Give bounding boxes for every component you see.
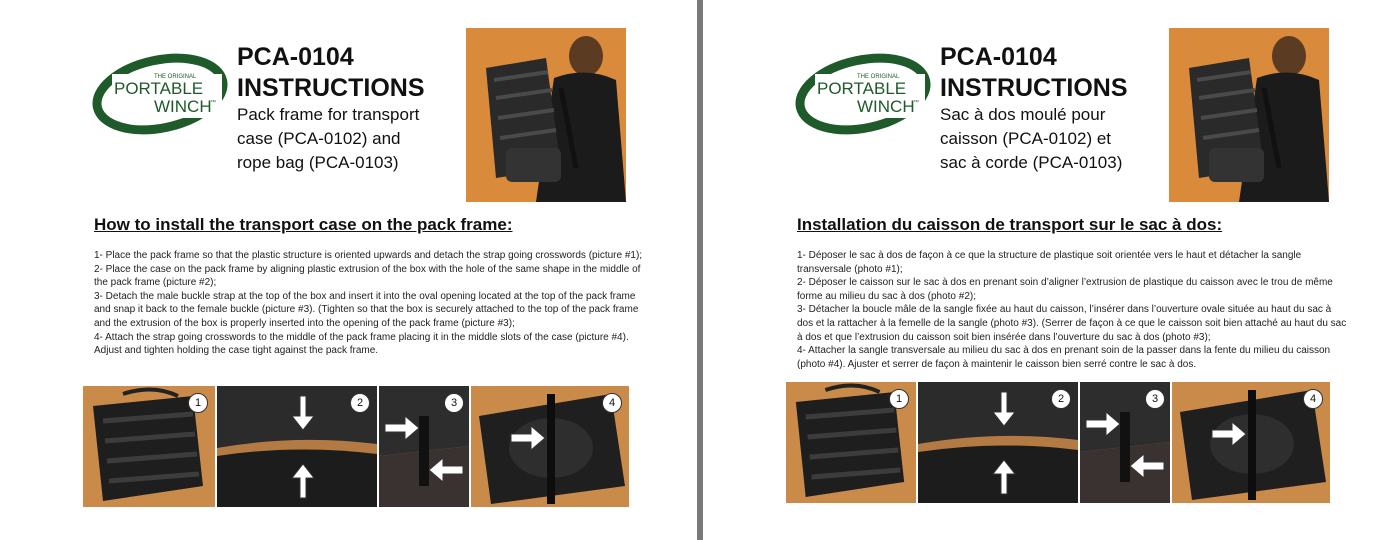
instruction-steps <box>94 249 646 358</box>
product-code: PCA-0104 <box>940 43 1057 71</box>
logo-trademark: ™ <box>210 100 216 106</box>
step-1: 1- Place the pack frame so that the plastic structure is oriented upwards and detach the strap going crosswords (picture #1); <box>94 250 643 261</box>
logo-trademark: ™ <box>913 100 919 106</box>
step-2: 2- Place the case on the pack frame by aligning plastic extrusion of the box with the hole of the same shape in the middle of the pack frame (picture #2); <box>94 263 641 289</box>
logo-word-winch: WINCH <box>154 97 212 116</box>
product-code-heading <box>940 42 1128 104</box>
photo-number: 1 <box>889 389 909 409</box>
portable-winch-logo <box>795 52 935 136</box>
photo-1 <box>786 382 916 503</box>
logo-word-portable: PORTABLE <box>114 79 204 98</box>
photo-number: 3 <box>444 393 464 413</box>
photo-3 <box>1080 382 1170 503</box>
step-3: 3- Détacher la boucle mâle de la sangle fixée au haut du caisson, l’insérer dans l’ouverture ovale située au haut du sac à dos et la rattacher à la femelle de la sangle (photo #3). (Serrer de façon à ce que le caisson soit bien attaché au haut du sac à dos et que l’extrusion du caisson soit bien insérée dans l’ouverture du sac à dos (photo #3); <box>797 304 1347 343</box>
photo-2 <box>918 382 1078 503</box>
photo-4 <box>471 386 629 507</box>
hero-photo-backpack <box>466 28 626 202</box>
product-code-heading <box>237 42 425 104</box>
subtitle-line: Pack frame for transport <box>237 105 420 124</box>
subtitle-line: Sac à dos moulé pour <box>940 105 1106 124</box>
subtitle-line: sac à corde (PCA-0103) <box>940 153 1123 172</box>
photo-number: 4 <box>1303 389 1323 409</box>
logo-tagline: THE ORIGINAL <box>154 74 197 80</box>
step-4: 4- Attacher la sangle transversale au milieu du sac à dos en prenant soin de la passer dans la fente du milieu du caisson (photo #4). Ajuster et serrer de façon à maintenir le caisson bien serré contre le sac à dos. <box>797 345 1331 370</box>
photo-2 <box>217 386 377 507</box>
photo-3 <box>379 386 469 507</box>
portable-winch-logo <box>92 52 232 136</box>
subtitle-line: rope bag (PCA-0103) <box>237 153 399 172</box>
instructions-title: INSTRUCTIONS <box>237 74 425 102</box>
step-3: 3- Detach the male buckle strap at the top of the box and insert it into the oval opening located at the top of the pack frame and snap it back to the female buckle (picture #3). (Tighten so that the box is securely attached to the top of the pack frame and the extrusion of the box is properly inserted into the opening of the pack frame (picture #3); <box>94 290 639 329</box>
photo-number: 2 <box>350 393 370 413</box>
section-heading: How to install the transport case on the pack frame: <box>94 215 513 234</box>
photo-number: 3 <box>1145 389 1165 409</box>
logo-tagline: THE ORIGINAL <box>857 74 900 80</box>
instructions-title: INSTRUCTIONS <box>940 74 1128 102</box>
logo-word-winch: WINCH <box>857 97 915 116</box>
page-french <box>703 0 1400 540</box>
step-2: 2- Déposer le caisson sur le sac à dos en prenant soin d’aligner l’extrusion de plastique du caisson avec le trou de même forme au milieu du sac à dos (photo #2); <box>797 277 1333 302</box>
step-1: 1- Déposer le sac à dos de façon à ce que la structure de plastique soit orientée vers le haut et détacher la sangle transversale (photo #1); <box>797 250 1302 275</box>
photo-number: 2 <box>1051 389 1071 409</box>
hero-photo-backpack <box>1169 28 1329 202</box>
photo-4 <box>1172 382 1330 503</box>
page-english <box>0 0 697 540</box>
section-heading: Installation du caisson de transport sur le sac à dos: <box>797 215 1223 234</box>
instruction-steps <box>797 249 1349 371</box>
product-code: PCA-0104 <box>237 43 354 71</box>
photo-number: 1 <box>188 393 208 413</box>
subtitle-line: caisson (PCA-0102) et <box>940 129 1112 148</box>
product-subtitle <box>940 103 1155 175</box>
photo-1 <box>83 386 215 507</box>
product-subtitle <box>237 103 452 175</box>
logo-word-portable: PORTABLE <box>817 79 907 98</box>
step-4: 4- Attach the strap going crosswords to the middle of the pack frame placing it in the middle slots of the case (picture #4). Adjust and tighten holding the case tight against the pack frame. <box>94 331 629 357</box>
photo-number: 4 <box>602 393 622 413</box>
subtitle-line: case (PCA-0102) and <box>237 129 401 148</box>
